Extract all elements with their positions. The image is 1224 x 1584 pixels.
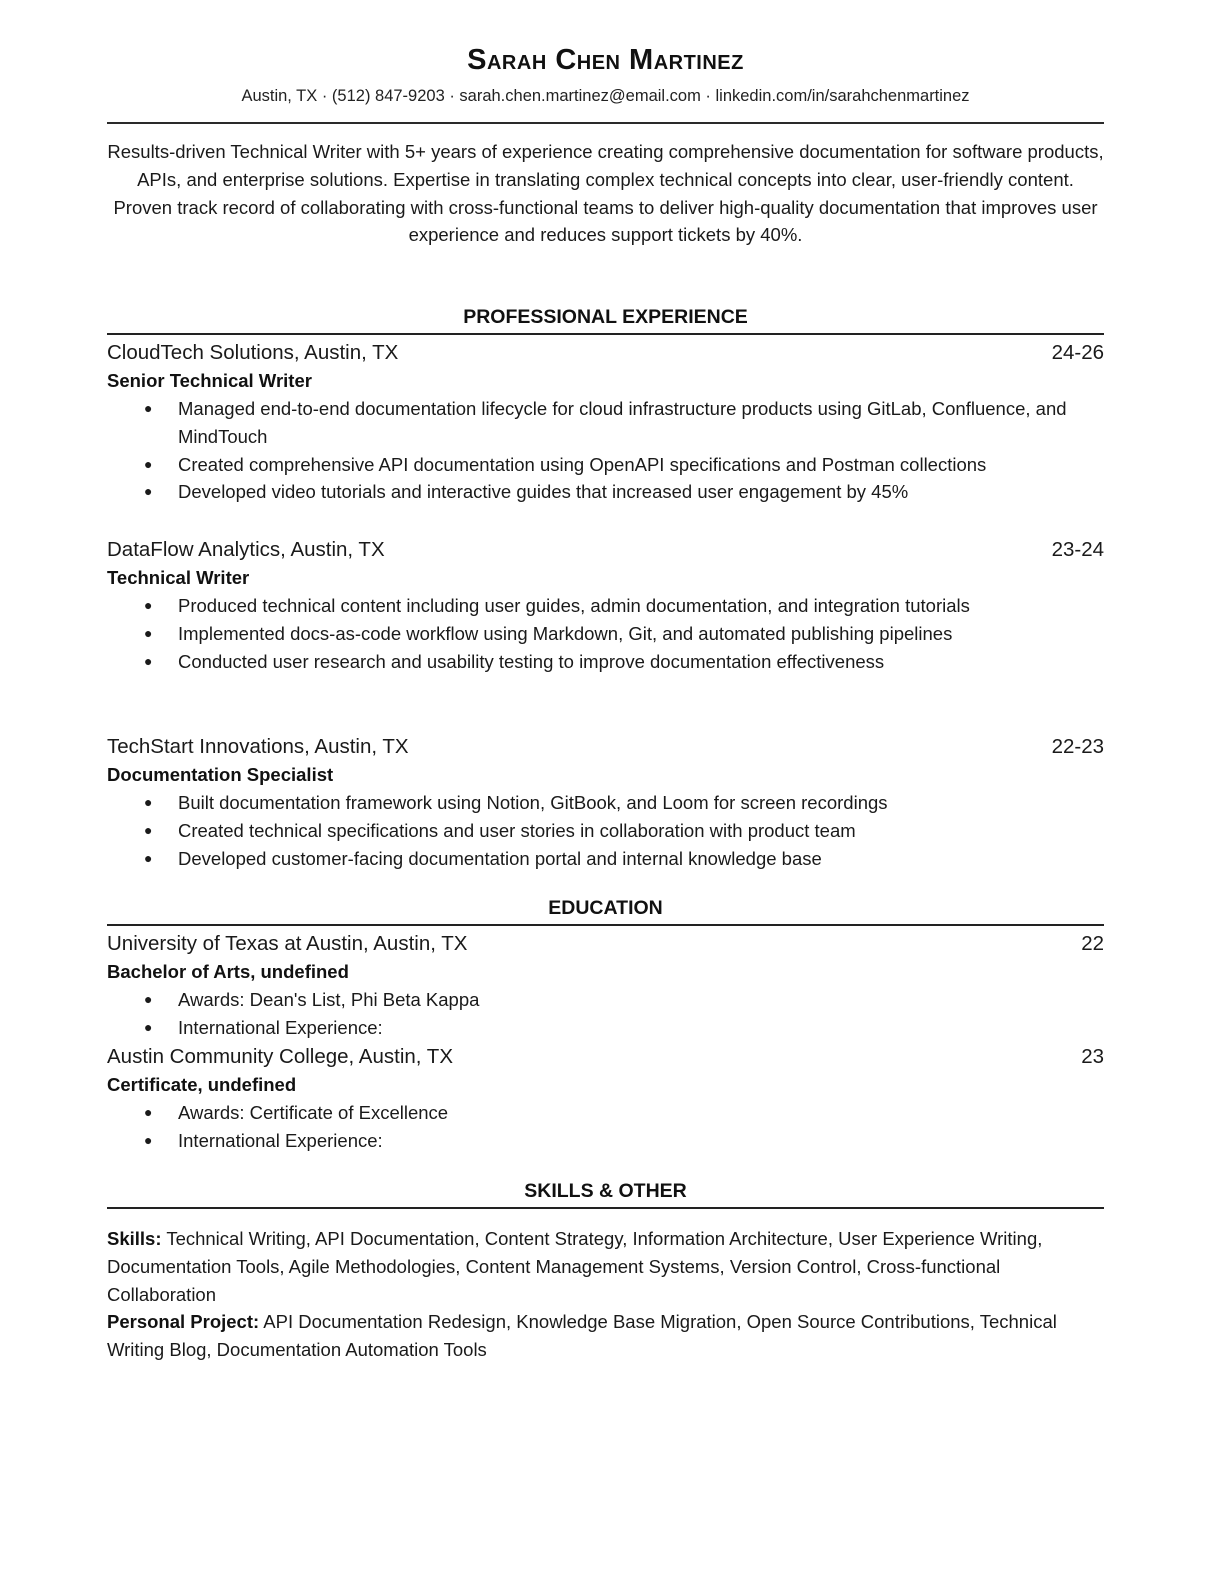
bullet-item [107, 1127, 1104, 1155]
section-divider-education [107, 924, 1104, 926]
entry-dates: 22 [1081, 932, 1104, 955]
bullet-icon: ● [144, 624, 153, 641]
bullet-text: Awards: Certificate of Excellence [178, 1102, 449, 1123]
personal-project-paragraph [107, 1308, 1104, 1364]
bullet-text: International Experience: [178, 1016, 383, 1038]
entry-bullets [107, 395, 1104, 506]
bullet-item [107, 451, 1104, 479]
bullet-item [107, 592, 1104, 620]
bullet-icon: ● [144, 455, 153, 472]
bullet-text: Created comprehensive API documentation using OpenAPI specifications and Postman collections [178, 453, 987, 475]
bullet-item [107, 1014, 1104, 1042]
bullet-text: Developed video tutorials and interactive guides that increased user engagement by 45% [178, 481, 909, 503]
candidate-name: Sarah Chen Martinez [467, 44, 744, 76]
section-title-experience: PROFESSIONAL EXPERIENCE [463, 306, 748, 328]
bullet-text: Developed customer-facing documentation portal and internal knowledge base [178, 847, 822, 869]
entry-organization: University of Texas at Austin, Austin, TX [107, 932, 468, 955]
experience-entry [107, 535, 1104, 675]
bullet-text: Produced technical content including user guides, admin documentation, and integration tutorials [178, 595, 970, 616]
bullet-text: Implemented docs-as-code workflow using Markdown, Git, and automated publishing pipelines [178, 622, 953, 644]
header-divider [107, 122, 1104, 124]
bullet-item [107, 648, 1104, 676]
entry-bullets [107, 1099, 1104, 1155]
bullet-item [107, 817, 1104, 845]
bullet-item [107, 478, 1104, 506]
bullet-icon: ● [144, 400, 153, 416]
entry-bullets [107, 592, 1104, 675]
bullet-item [107, 845, 1104, 873]
bullet-text: Conducted user research and usability testing to improve documentation effectiveness [178, 650, 885, 672]
personal-project-list: API Documentation Redesign, Knowledge Base Migration, Open Source Contributions, Technical Writing Blog, Documentation Automation Tools [107, 1311, 1057, 1360]
entry-role: Technical Writer [107, 567, 250, 588]
bullet-icon: ● [144, 1018, 153, 1035]
entry-dates: 22-23 [1051, 735, 1104, 758]
section-divider-experience [107, 333, 1104, 335]
entry-dates: 23-24 [1051, 538, 1104, 561]
entry-bullets [107, 986, 1104, 1042]
bullet-text: Awards: Dean's List, Phi Beta Kappa [178, 989, 480, 1010]
section-title-education: EDUCATION [548, 897, 663, 919]
section-divider-skills [107, 1207, 1104, 1209]
bullet-icon: ● [144, 652, 153, 669]
entry-dates: 24-26 [1051, 341, 1104, 364]
bullet-item [107, 395, 1104, 451]
bullet-text: Built documentation framework using Notion, GitBook, and Loom for screen recordings [178, 792, 888, 813]
skills-paragraph [107, 1225, 1104, 1308]
entry-organization: Austin Community College, Austin, TX [107, 1045, 453, 1068]
contact-line: Austin, TX · (512) 847-9203 · sarah.chen.martinez@email.com · linkedin.com/in/sarahchenmartinez [241, 87, 970, 105]
entry-organization: DataFlow Analytics, Austin, TX [107, 538, 385, 561]
education-entry [107, 1042, 1104, 1155]
bullet-text: Created technical specifications and user stories in collaboration with product team [178, 819, 856, 841]
education-entry [107, 929, 1104, 1042]
section-title-skills: SKILLS & OTHER [524, 1180, 687, 1202]
entry-bullets [107, 789, 1104, 872]
bullet-icon: ● [144, 794, 153, 810]
bullet-item [107, 789, 1104, 817]
bullet-text: International Experience: [178, 1129, 383, 1151]
entry-organization: TechStart Innovations, Austin, TX [107, 735, 409, 758]
entry-degree: Certificate, undefined [107, 1074, 297, 1095]
bullet-icon: ● [144, 991, 153, 1007]
entry-organization: CloudTech Solutions, Austin, TX [107, 341, 399, 364]
bullet-icon: ● [144, 483, 153, 500]
skills-label: Skills: [107, 1228, 162, 1249]
bullet-icon: ● [144, 1104, 153, 1120]
entry-role: Senior Technical Writer [107, 370, 312, 391]
experience-entry [107, 338, 1104, 506]
bullet-icon: ● [144, 597, 153, 613]
experience-entry [107, 732, 1104, 872]
personal-project-label: Personal Project: [107, 1311, 260, 1332]
bullet-item [107, 986, 1104, 1014]
entry-role: Documentation Specialist [107, 764, 334, 785]
entry-dates: 23 [1081, 1045, 1104, 1068]
bullet-icon: ● [144, 1131, 153, 1148]
bullet-text: Managed end-to-end documentation lifecycle for cloud infrastructure products using GitLab, Confluence, and MindTouch [178, 398, 1067, 447]
entry-degree: Bachelor of Arts, undefined [107, 961, 349, 982]
bullet-item [107, 1099, 1104, 1127]
bullet-item [107, 620, 1104, 648]
professional-summary: Results-driven Technical Writer with 5+ years of experience creating comprehensive documentation for software products, APIs, and enterprise solutions. Expertise in translating complex technical concepts into clear, user-friendly content. Proven track record of collaborating with cross-functional teams to deliver high-quality documentation that improves user experience and reduces support tickets by 40%. [107, 141, 1104, 246]
bullet-icon: ● [144, 821, 153, 838]
skills-list: Technical Writing, API Documentation, Content Strategy, Information Architecture, User Experience Writing, Documentation Tools, Agile Methodologies, Content Management Systems, Version Control, Cross-functional Collaboration [107, 1228, 1043, 1305]
bullet-icon: ● [144, 849, 153, 866]
